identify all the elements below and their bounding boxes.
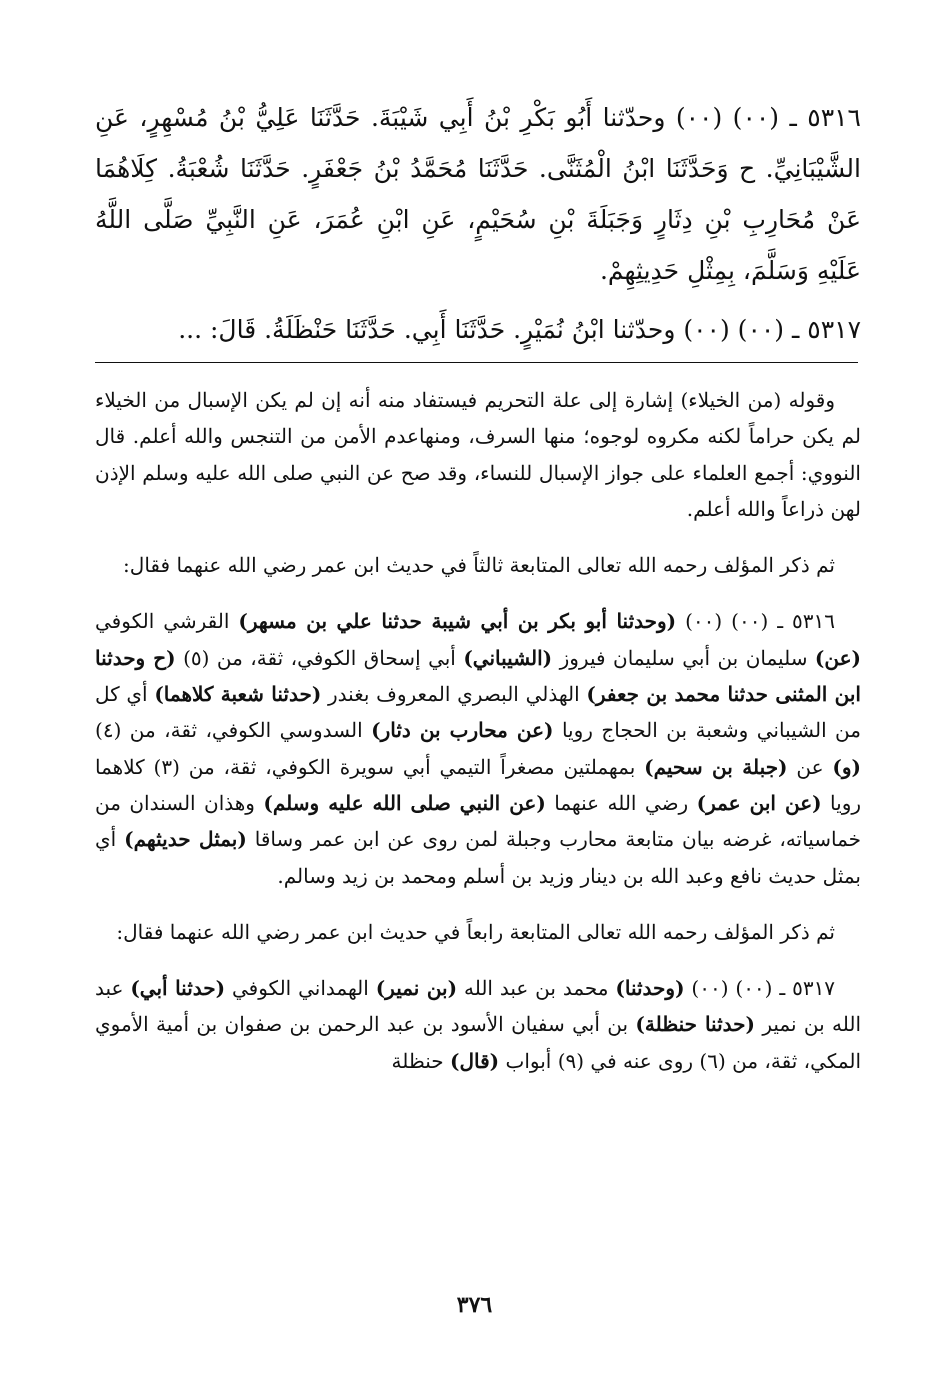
hadith-5316: ٥٣١٦ ـ (٠٠) (٠٠) وحدّثنا أَبُو بَكْرِ بْنُ أَبِي شَيْبَةَ. حَدَّثَنَا عَلِيُّ بْنُ مُسْهِرٍ، عَنِ الشَّيْبَانِيِّ. ح وَحَدَّثَنَا ابْنُ الْمُثَنَّى. حَدَّثَنَا مُحَمَّدُ بْنُ جَعْفَرٍ. حَدَّثَنَا شُعْبَةُ. كِلَاهُمَا عَنْ مُحَارِبِ بْنِ دِثَارٍ وَجَبَلَةَ بْنِ سُحَيْمٍ، عَنِ ابْنِ عُمَرَ، عَنِ النَّبِيِّ صَلَّى اللَّهُ عَلَيْهِ وَسَلَّمَ، بِمِثْلِ حَدِيثِهِمْ. bbox=[95, 103, 861, 285]
matn-quote: (جبلة بن سحيم) bbox=[644, 754, 788, 779]
text-segment: أبي إسحاق الكوفي، ثقة، من (٥) bbox=[183, 645, 456, 670]
text-segment: السدوسي الكوفي، ثقة، من (٤) bbox=[95, 718, 363, 743]
matn-quote: (حدثنا حنظلة) bbox=[635, 1012, 755, 1037]
text-segment: القرشي الكوفي bbox=[95, 609, 230, 634]
matn-quote: (وحدثنا أبو بكر بن أبي شيبة حدثنا علي بن مسهر) bbox=[238, 609, 677, 634]
matn-quote: (الشيباني) bbox=[463, 645, 553, 670]
text-segment: الهمداني الكوفي bbox=[231, 976, 369, 1001]
commentary-paragraph-1: وقوله (من الخيلاء) إشارة إلى علة التحريم فيستفاد منه أنه إن لم يكن الإسبال من الخيلاء لم يكن حراماً لكنه مكروه لوجوه؛ منها السرف، ومنهاعدم الأمن من التنجس والله أعلم. قال النووي: أجمع العلماء على جواز الإسبال للنساء، وقد صح عن النبي صلى الله عليه وسلم الإذن لهن ذراعاً والله أعلم. bbox=[95, 388, 861, 521]
text-segment: الهذلي البصري المعروف بغندر bbox=[328, 682, 580, 707]
matn-quote: (و) bbox=[832, 754, 862, 779]
matn-quote: (حدثنا شعبة كلاهما) bbox=[154, 682, 322, 707]
text-segment: بمهملتين مصغراً التيمي أبي سويرة الكوفي، ثقة، من (٣) كلاهما رويا bbox=[95, 754, 862, 815]
text-segment: سليمان بن أبي سليمان فيروز bbox=[559, 645, 808, 670]
matn-quote: (عن ابن عمر) bbox=[696, 790, 822, 815]
text-segment: أي بمثل حديث نافع وعبد الله بن دينار وزيد بن أسلم ومحمد بن زيد وسالم. bbox=[95, 827, 861, 888]
text-segment: ٥٣١٦ ـ (٠٠) (٠٠) bbox=[685, 609, 835, 634]
matn-quote: (حدثنا أبي) bbox=[130, 976, 226, 1001]
text-segment: أي كل من الشيباني وشعبة بن الحجاج رويا bbox=[95, 682, 861, 743]
commentary-paragraph-5 bbox=[95, 970, 861, 1079]
matn-quote: (ح وحدثنا ابن المثنى حدثنا محمد بن جعفر) bbox=[95, 645, 861, 707]
text-segment: ٥٣١٧ ـ (٠٠) (٠٠) bbox=[691, 976, 836, 1001]
commentary-paragraph-3 bbox=[95, 603, 861, 893]
text-segment: بن أبي سفيان الأسود بن عبد الرحمن بن صفوان بن أمية الأموي المكي، ثقة، من (٦) روى عنه في (٩) أبواب bbox=[95, 1012, 861, 1073]
text-segment: عبد الله بن نمير bbox=[95, 976, 861, 1037]
page-number: ٣٧٦ bbox=[456, 1292, 493, 1318]
matn-quote: (بمثل حديثهم) bbox=[124, 827, 247, 852]
footnote-divider bbox=[95, 362, 858, 363]
matn-quote: (عن محارب بن دثار) bbox=[371, 718, 554, 743]
matn-quote: (عن النبي صلى الله عليه وسلم) bbox=[263, 790, 546, 815]
matn-quote: (قال) bbox=[450, 1048, 500, 1073]
text-segment: عن bbox=[796, 754, 824, 779]
text-segment: رضي الله عنهما bbox=[554, 790, 689, 815]
matn-quote: (عن) bbox=[814, 645, 862, 670]
matn-quote: (وحدثنا) bbox=[615, 976, 685, 1001]
text-segment: حنظلة bbox=[391, 1048, 444, 1073]
hadith-5317: ٥٣١٧ ـ (٠٠) (٠٠) وحدّثنا ابْنُ نُمَيْرٍ. حَدَّثَنَا أَبِي. حَدَّثَنَا حَنْظَلَةُ. قَالَ: ... bbox=[178, 315, 861, 344]
commentary-paragraph-2: ثم ذكر المؤلف رحمه الله تعالى المتابعة ثالثاً في حديث ابن عمر رضي الله عنهما فقال: bbox=[123, 553, 835, 578]
commentary-paragraph-4: ثم ذكر المؤلف رحمه الله تعالى المتابعة رابعاً في حديث ابن عمر رضي الله عنهما فقال: bbox=[116, 919, 835, 944]
matn-quote: (بن نمير) bbox=[375, 976, 458, 1001]
hadith-text-block bbox=[95, 92, 861, 355]
text-segment: محمد بن عبد الله bbox=[463, 976, 609, 1001]
text-segment: وهذان السندان من خماسياته، غرضه بيان متابعة محارب وجبلة لمن روى عن ابن عمر وساقا bbox=[95, 790, 862, 852]
commentary-block bbox=[95, 382, 861, 1099]
